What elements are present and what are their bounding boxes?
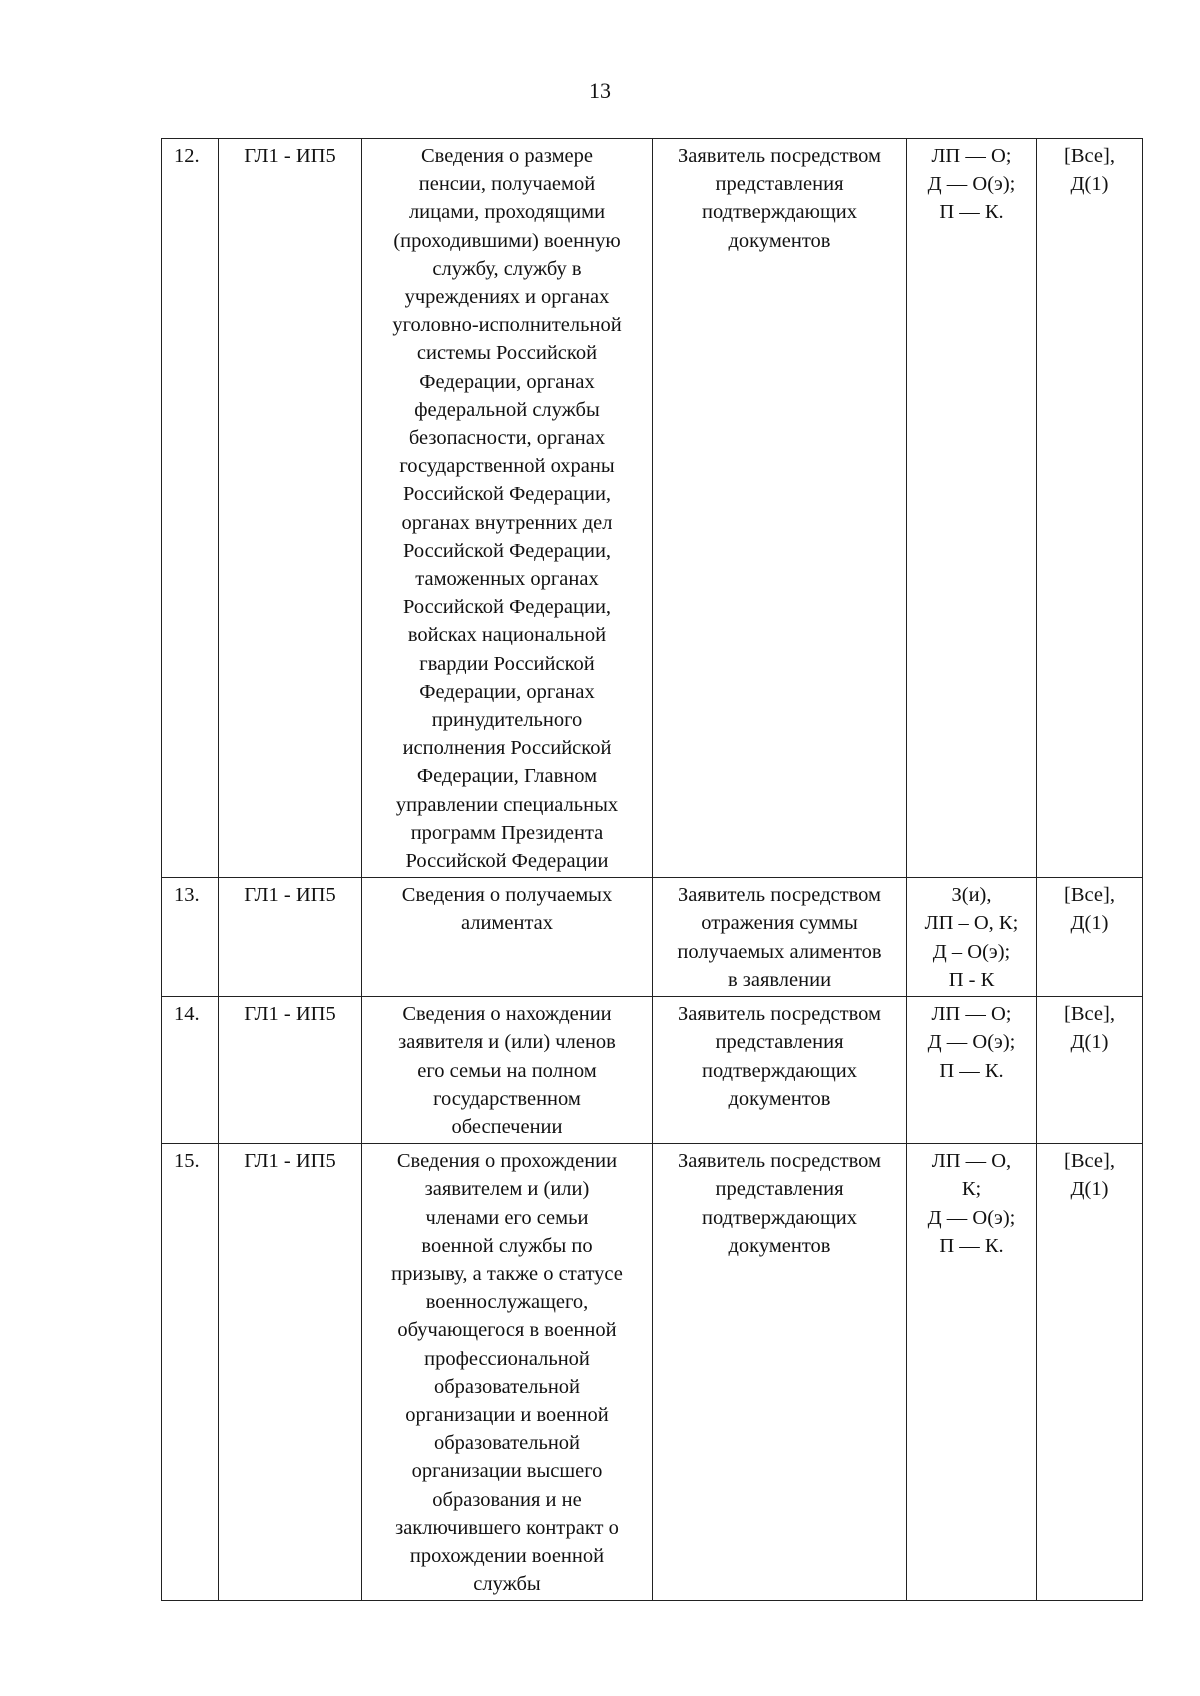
row-source-cell [653, 878, 907, 997]
row-source-line: представления [715, 1031, 844, 1054]
row-method-cell [907, 878, 1037, 997]
row-info-line: Федерации, органах [419, 680, 595, 703]
row-info-line: Сведения о размере [420, 145, 594, 167]
requirements-table [161, 138, 1143, 1601]
row-scope-line: [Все], [1064, 145, 1115, 167]
row-source-line: получаемых алиментов [677, 940, 882, 963]
row-info-line: государственном [433, 1087, 581, 1110]
row-info-line: алиментах [460, 912, 554, 935]
row-info-line: военной службы по [421, 1234, 593, 1257]
row-info-line: прохождении военной [409, 1544, 605, 1567]
row-number-cell: 12. [162, 139, 219, 878]
row-scope-line: [Все], [1064, 1150, 1115, 1173]
row-method-line: П — К. [939, 1059, 1004, 1082]
row-info-line: таможенных органах [415, 568, 599, 591]
row-info-line: организации и военной [405, 1403, 609, 1426]
row-info-line: управлении специальных [395, 793, 619, 816]
row-source-line: в заявлении [727, 968, 832, 991]
row-info-line: органах внутренних дел [401, 511, 613, 534]
row-info-line: заключившего контракт о [395, 1516, 619, 1539]
row-info-line: образовательной [433, 1375, 581, 1398]
row-source-line: представления [715, 173, 844, 196]
row-source-cell [653, 997, 907, 1144]
row-info-cell [362, 139, 653, 878]
row-info-line: образовательной [433, 1432, 581, 1455]
row-info-line: исполнения Российской [402, 737, 612, 760]
row-info-line: Федерации, органах [419, 370, 595, 393]
row-method-cell [907, 997, 1037, 1144]
row-info-line: Российской Федерации [405, 850, 609, 873]
row-method-line: П - К [948, 968, 995, 991]
row-source-cell [653, 1144, 907, 1601]
row-scope-line: Д(1) [1070, 1178, 1109, 1201]
row-source-line: Заявитель посредством [678, 884, 881, 907]
row-info-line: Сведения о нахождении [402, 1003, 612, 1026]
row-method-line: П — К. [939, 201, 1004, 224]
row-info-line: членами его семьи [425, 1206, 589, 1229]
row-scope-line: Д(1) [1070, 912, 1109, 935]
row-info-line: организации высшего [411, 1460, 603, 1483]
row-info-cell [362, 1144, 653, 1601]
table-row [162, 878, 1143, 997]
row-info-line: пенсии, получаемой [418, 173, 596, 196]
row-scope-line: [Все], [1064, 884, 1115, 907]
row-source-line: представления [715, 1178, 844, 1201]
row-info-line: Российской Федерации, [402, 596, 612, 619]
row-info-cell [362, 878, 653, 997]
row-source-line: документов [728, 229, 831, 252]
row-scope-cell [1037, 878, 1143, 997]
row-code-cell: ГЛ1 - ИП5 [219, 878, 362, 997]
row-source-cell [653, 139, 907, 878]
row-method-line: К; [961, 1178, 982, 1201]
page-number: 13 [589, 78, 611, 103]
table-row [162, 997, 1143, 1144]
row-info-line: призыву, а также о статусе [391, 1262, 623, 1285]
row-info-line: учреждениях и органах [404, 286, 610, 309]
row-info-line: профессиональной [424, 1347, 590, 1370]
table-row [162, 1144, 1143, 1601]
row-source-line: документов [728, 1234, 831, 1257]
row-info-line: обеспечении [451, 1115, 563, 1138]
row-info-line: лицами, проходящими [408, 201, 606, 224]
row-info-line: службу, службу в [432, 257, 582, 280]
row-method-line: ЛП — О, [931, 1150, 1012, 1173]
row-scope-cell [1037, 997, 1143, 1144]
row-method-line: З(и), [951, 884, 992, 907]
row-source-line: отражения суммы [701, 912, 858, 935]
row-info-line: заявителя и (или) членов [398, 1031, 616, 1054]
row-info-line: службы [473, 1573, 541, 1596]
row-method-line: ЛП — О; [931, 1003, 1012, 1026]
row-method-cell [907, 139, 1037, 878]
row-method-line: Д — О(э); [927, 1206, 1016, 1229]
row-method-line: Д — О(э); [927, 1031, 1016, 1054]
row-method-cell [907, 1144, 1037, 1601]
row-info-line: принудительного [431, 709, 583, 732]
row-info-line: обучающегося в военной [397, 1319, 617, 1342]
row-number-cell: 15. [162, 1144, 219, 1601]
row-source-line: Заявитель посредством [678, 1150, 881, 1173]
row-info-line: образования и не [432, 1488, 582, 1511]
row-info-line: Сведения о прохождении [396, 1150, 618, 1173]
row-info-line: заявителем и (или) [424, 1178, 590, 1201]
row-source-line: документов [728, 1087, 831, 1110]
row-info-line: гвардии Российской [419, 652, 595, 675]
table-body [162, 139, 1143, 1601]
row-info-line: Сведения о получаемых [401, 884, 613, 907]
row-source-line: Заявитель посредством [678, 1003, 881, 1026]
row-scope-cell [1037, 139, 1143, 878]
row-source-line: Заявитель посредством [678, 145, 881, 167]
table-row [162, 139, 1143, 878]
row-info-line: государственной охраны [399, 455, 615, 478]
row-info-line: Российской Федерации, [402, 483, 612, 506]
row-info-line: его семьи на полном [417, 1059, 597, 1082]
row-scope-cell [1037, 1144, 1143, 1601]
row-info-cell [362, 997, 653, 1144]
row-info-line: программ Президента [410, 821, 604, 844]
row-info-line: федеральной службы [414, 398, 600, 421]
row-info-line: (проходившими) военную [393, 229, 621, 252]
row-code-cell: ГЛ1 - ИП5 [219, 139, 362, 878]
row-info-line: войсках национальной [407, 624, 607, 647]
row-info-line: военнослужащего, [425, 1291, 589, 1314]
row-scope-line: Д(1) [1070, 1031, 1109, 1054]
row-code-cell: ГЛ1 - ИП5 [219, 1144, 362, 1601]
row-source-line: подтверждающих [702, 1206, 857, 1229]
row-method-line: Д – О(э); [932, 940, 1011, 963]
row-info-line: Федерации, Главном [416, 765, 598, 788]
row-scope-line: [Все], [1064, 1003, 1115, 1026]
row-scope-line: Д(1) [1070, 173, 1109, 196]
row-source-line: подтверждающих [702, 201, 857, 224]
row-source-line: подтверждающих [702, 1059, 857, 1082]
row-info-line: безопасности, органах [408, 427, 606, 450]
row-code-cell: ГЛ1 - ИП5 [219, 997, 362, 1144]
row-method-line: П — К. [939, 1234, 1004, 1257]
row-number-cell: 13. [162, 878, 219, 997]
row-method-line: ЛП — О; [931, 145, 1012, 167]
row-method-line: Д — О(э); [927, 173, 1016, 196]
row-info-line: уголовно-исполнительной [392, 314, 622, 337]
row-method-line: ЛП – О, К; [924, 912, 1019, 935]
row-number-cell: 14. [162, 997, 219, 1144]
row-info-line: Российской Федерации, [402, 539, 612, 562]
row-info-line: системы Российской [416, 342, 598, 365]
